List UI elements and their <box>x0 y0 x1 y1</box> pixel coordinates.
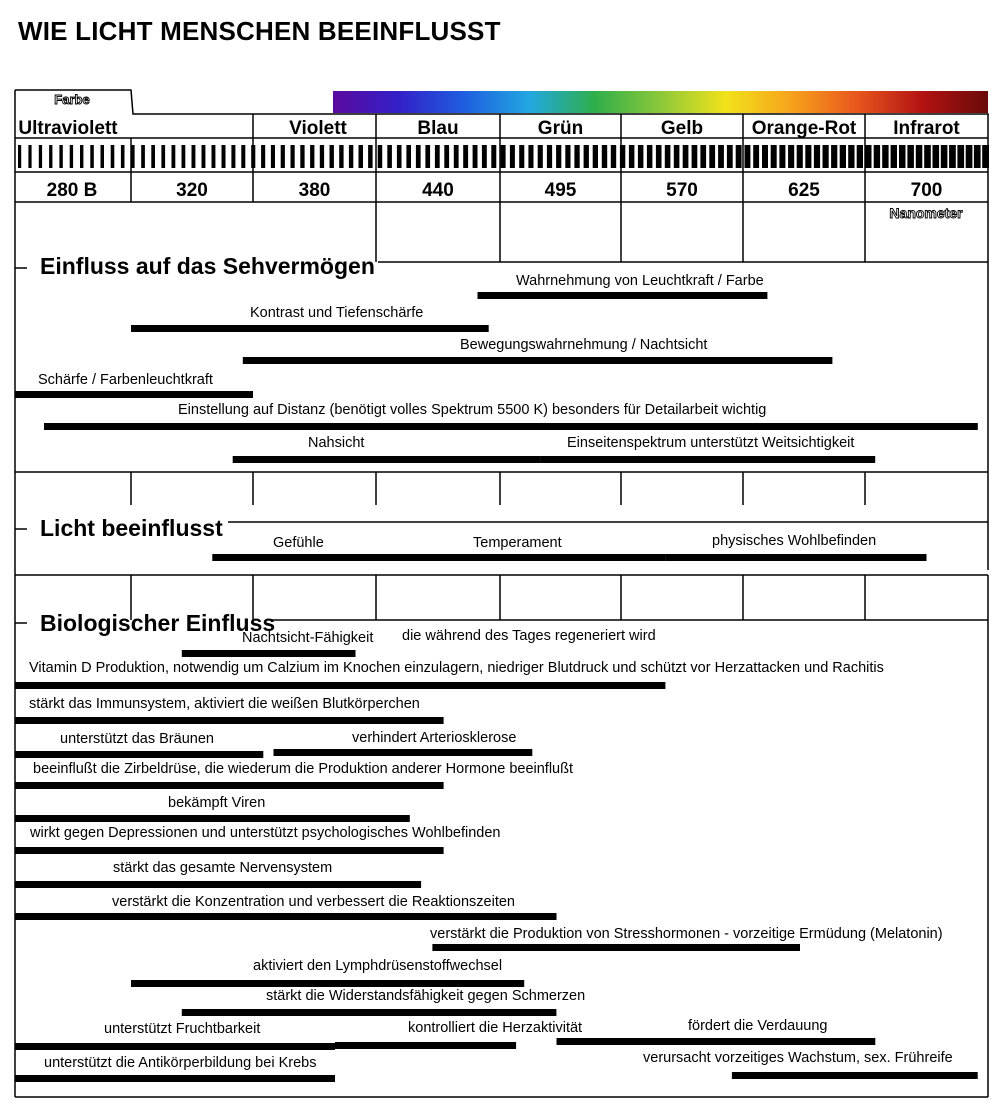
color-label: Orange-Rot <box>751 118 857 139</box>
comb-tooth <box>330 145 334 168</box>
influence-bar <box>15 717 444 724</box>
comb-tooth <box>736 145 742 168</box>
comb-tooth <box>111 145 115 168</box>
comb-tooth <box>753 145 759 168</box>
influence-bar <box>131 325 489 332</box>
comb-tooth <box>629 145 635 168</box>
comb-tooth <box>141 145 145 168</box>
influence-bar <box>15 1075 335 1082</box>
comb-tooth <box>80 145 83 168</box>
influence-bar <box>15 881 421 888</box>
color-label: Blau <box>417 118 459 139</box>
comb-tooth <box>320 145 324 168</box>
influence-bar <box>732 1072 978 1079</box>
influence-label: verhindert Arteriosklerose <box>352 730 517 746</box>
wavelength-label: 380 <box>298 180 331 201</box>
comb-tooth <box>957 145 964 168</box>
influence-label: Vitamin D Produktion, notwendig um Calzium im Knochen einzulagern, niedriger Blutdruck und schützt vor Herzattacken und Rachitis <box>29 660 884 676</box>
influence-bar <box>478 292 768 299</box>
comb-tooth <box>565 145 570 168</box>
influence-bar <box>557 1038 876 1045</box>
comb-tooth <box>593 145 598 168</box>
comb-tooth <box>70 145 73 168</box>
influence-label: verstärkt die Konzentration und verbessert die Reaktionszeiten <box>112 894 515 910</box>
comb-tooth <box>463 145 468 168</box>
section-title: Licht beeinflusst <box>40 515 223 541</box>
influence-label: stärkt das gesamte Nervensystem <box>113 860 333 876</box>
comb-tooth <box>182 145 186 168</box>
influence-bar <box>15 751 263 758</box>
comb-tooth <box>882 145 888 168</box>
influence-label: aktiviert den Lymphdrüsenstoffwechsel <box>253 958 503 974</box>
wavelength-label: 280 B <box>46 180 98 201</box>
comb-tooth <box>982 145 989 168</box>
comb-tooth <box>916 145 923 168</box>
influence-label: fördert die Verdauung <box>688 1018 828 1034</box>
comb-tooth <box>339 145 343 168</box>
influence-label: kontrolliert die Herzaktivität <box>408 1020 583 1036</box>
comb-tooth <box>933 145 940 168</box>
comb-tooth <box>745 145 751 168</box>
influence-label: beeinflußt die Zirbeldrüse, die wiederum die Produktion anderer Hormone beeinflußt <box>33 761 574 777</box>
comb-tooth <box>161 145 165 168</box>
comb-tooth <box>797 145 803 168</box>
comb-tooth <box>212 145 216 168</box>
comb-tooth <box>831 145 837 168</box>
section-title: Einfluss auf das Sehvermögen <box>40 253 375 279</box>
comb-tooth <box>647 145 653 168</box>
comb-tooth <box>482 145 487 168</box>
comb-tooth <box>528 145 533 168</box>
influence-bar <box>432 944 800 951</box>
comb-tooth <box>251 145 255 168</box>
comb-tooth <box>291 145 295 168</box>
comb-tooth <box>387 145 392 168</box>
influence-bar <box>182 650 356 657</box>
influence-label: Gefühle <box>273 535 324 551</box>
comb-tooth <box>406 145 411 168</box>
wavelength-label: 570 <box>666 180 698 201</box>
section <box>15 253 978 463</box>
comb-tooth <box>727 145 733 168</box>
influence-bar <box>335 554 665 561</box>
comb-tooth <box>121 145 125 168</box>
comb-tooth <box>241 145 245 168</box>
comb-tooth <box>683 145 689 168</box>
comb-tooth <box>39 145 42 168</box>
wavelength-label: 625 <box>788 180 820 201</box>
section-title: Biologischer Einfluss <box>40 610 276 636</box>
header-table <box>15 90 988 262</box>
comb-tooth <box>771 145 777 168</box>
influence-label: Nachtsicht-Fähigkeit <box>242 630 374 646</box>
comb-tooth <box>709 145 715 168</box>
comb-tooth <box>674 145 680 168</box>
influence-bar <box>233 456 541 463</box>
influence-label: verstärkt die Produktion von Stresshormonen - vorzeitige Ermüdung (Melatonin) <box>430 926 943 942</box>
comb-tooth <box>907 145 914 168</box>
comb-tooth <box>172 145 176 168</box>
comb-tooth <box>101 145 105 168</box>
color-label: Infrarot <box>893 118 960 139</box>
comb-tooth <box>300 145 304 168</box>
comb-tooth <box>899 145 906 168</box>
influence-bar <box>274 749 533 756</box>
comb-tooth <box>656 145 662 168</box>
influence-label: Wahrnehmung von Leuchtkraft / Farbe <box>516 273 764 289</box>
comb-tooth <box>131 145 135 168</box>
comb-tooth <box>151 145 155 168</box>
comb-tooth <box>501 145 506 168</box>
comb-tooth <box>941 145 948 168</box>
comb-tooth <box>874 145 880 168</box>
influence-bar <box>182 1009 557 1016</box>
comb-tooth <box>28 145 31 168</box>
comb-tooth <box>611 145 616 168</box>
comb-tooth <box>949 145 956 168</box>
wavelength-label: 320 <box>176 180 208 201</box>
influence-bar <box>15 847 444 854</box>
influence-bar <box>44 423 978 430</box>
comb-tooth <box>90 145 94 168</box>
influence-bar <box>15 1043 335 1050</box>
comb-tooth <box>814 145 820 168</box>
comb-tooth <box>584 145 589 168</box>
comb-tooth <box>823 145 829 168</box>
unit-label: Nanometer <box>889 205 963 221</box>
influence-label: wirkt gegen Depressionen und unterstützt psychologisches Wohlbefinden <box>30 825 501 841</box>
comb-tooth <box>444 145 449 168</box>
comb-tooth <box>454 145 459 168</box>
color-labels <box>18 118 960 139</box>
color-label: Violett <box>289 118 347 139</box>
influence-label: unterstützt die Antikörperbildung bei Krebs <box>44 1055 317 1071</box>
comb-tooth <box>261 145 265 168</box>
influence-bar <box>131 980 524 987</box>
comb-tooth <box>202 145 206 168</box>
comb-tooth <box>840 145 846 168</box>
influence-label: verursacht vorzeitiges Wachstum, sex. Frühreife <box>643 1050 953 1066</box>
comb-tooth <box>473 145 478 168</box>
comb-tooth <box>692 145 698 168</box>
influence-label: die während des Tages regeneriert wird <box>402 628 656 644</box>
comb-tooth <box>891 145 897 168</box>
comb-tooth <box>848 145 854 168</box>
comb-tooth <box>18 145 21 168</box>
influence-label: Schärfe / Farbenleuchtkraft <box>38 372 213 388</box>
influence-bar <box>540 456 875 463</box>
wavelength-label: 440 <box>422 180 454 201</box>
comb-tooth <box>966 145 973 168</box>
influence-label: unterstützt Fruchtbarkeit <box>104 1021 261 1037</box>
comb-tooth <box>378 145 383 168</box>
influence-label: Temperament <box>473 535 562 551</box>
influence-label: stärkt die Widerstandsfähigkeit gegen Schmerzen <box>266 988 586 1004</box>
influence-label: Kontrast und Tiefenschärfe <box>250 305 424 321</box>
page-title: WIE LICHT MENSCHEN BEEINFLUSST <box>18 16 501 46</box>
comb-tooth <box>857 145 863 168</box>
color-label: Grün <box>537 118 584 139</box>
comb-tooth <box>519 145 524 168</box>
comb-tooth <box>805 145 811 168</box>
comb-tooth <box>602 145 607 168</box>
color-label: Ultraviolett <box>18 118 118 139</box>
comb-tooth <box>281 145 285 168</box>
influence-bar <box>15 391 253 398</box>
tab-label: Farbe <box>54 92 90 107</box>
comb-tooth <box>491 145 496 168</box>
influence-bar <box>15 913 557 920</box>
influence-label: stärkt das Immunsystem, aktiviert die weißen Blutkörperchen <box>29 696 420 712</box>
comb-tooth <box>865 145 871 168</box>
comb-tooth <box>779 145 785 168</box>
spectrum-bar <box>333 91 988 113</box>
wavelength-comb <box>18 145 989 168</box>
comb-tooth <box>620 145 625 168</box>
comb-tooth <box>231 145 235 168</box>
comb-tooth <box>349 145 353 168</box>
comb-tooth <box>397 145 402 168</box>
section <box>15 610 978 1082</box>
comb-tooth <box>271 145 275 168</box>
influence-label: physisches Wohlbefinden <box>712 533 877 549</box>
comb-tooth <box>368 145 373 168</box>
influence-bar <box>335 1042 516 1049</box>
comb-tooth <box>425 145 430 168</box>
influence-label: unterstützt das Bräunen <box>60 731 214 747</box>
comb-tooth <box>59 145 62 168</box>
comb-tooth <box>416 145 421 168</box>
influence-bar <box>665 554 926 561</box>
color-label: Gelb <box>660 118 704 139</box>
comb-tooth <box>510 145 515 168</box>
wavelength-label: 700 <box>910 180 943 201</box>
comb-tooth <box>700 145 706 168</box>
comb-tooth <box>49 145 52 168</box>
comb-tooth <box>574 145 579 168</box>
influence-label: Bewegungswahrnehmung / Nachtsicht <box>460 337 708 353</box>
comb-tooth <box>665 145 671 168</box>
wavelength-label: 495 <box>544 180 577 201</box>
influence-label: Einstellung auf Distanz (benötigt volles Spektrum 5500 K) besonders für Detailarbeit wichtig <box>178 402 767 418</box>
influence-label: Einseitenspektrum unterstützt Weitsichtigkeit <box>567 435 855 451</box>
comb-tooth <box>638 145 644 168</box>
influence-bar <box>15 682 665 689</box>
comb-tooth <box>788 145 794 168</box>
comb-tooth <box>538 145 543 168</box>
comb-tooth <box>359 145 364 168</box>
comb-tooth <box>556 145 561 168</box>
influence-bar <box>212 554 335 561</box>
comb-tooth <box>762 145 768 168</box>
comb-tooth <box>924 145 931 168</box>
comb-tooth <box>974 145 981 168</box>
comb-tooth <box>222 145 226 168</box>
comb-tooth <box>310 145 314 168</box>
sections <box>15 253 978 1082</box>
comb-tooth <box>435 145 440 168</box>
comb-tooth <box>718 145 724 168</box>
influence-label: bekämpft Viren <box>168 795 266 811</box>
influence-bar <box>243 357 833 364</box>
influence-bar <box>15 782 444 789</box>
influence-bar <box>15 815 410 822</box>
influence-label: Nahsicht <box>308 435 365 451</box>
comb-tooth <box>192 145 196 168</box>
wavelength-labels <box>47 180 943 201</box>
comb-tooth <box>547 145 552 168</box>
